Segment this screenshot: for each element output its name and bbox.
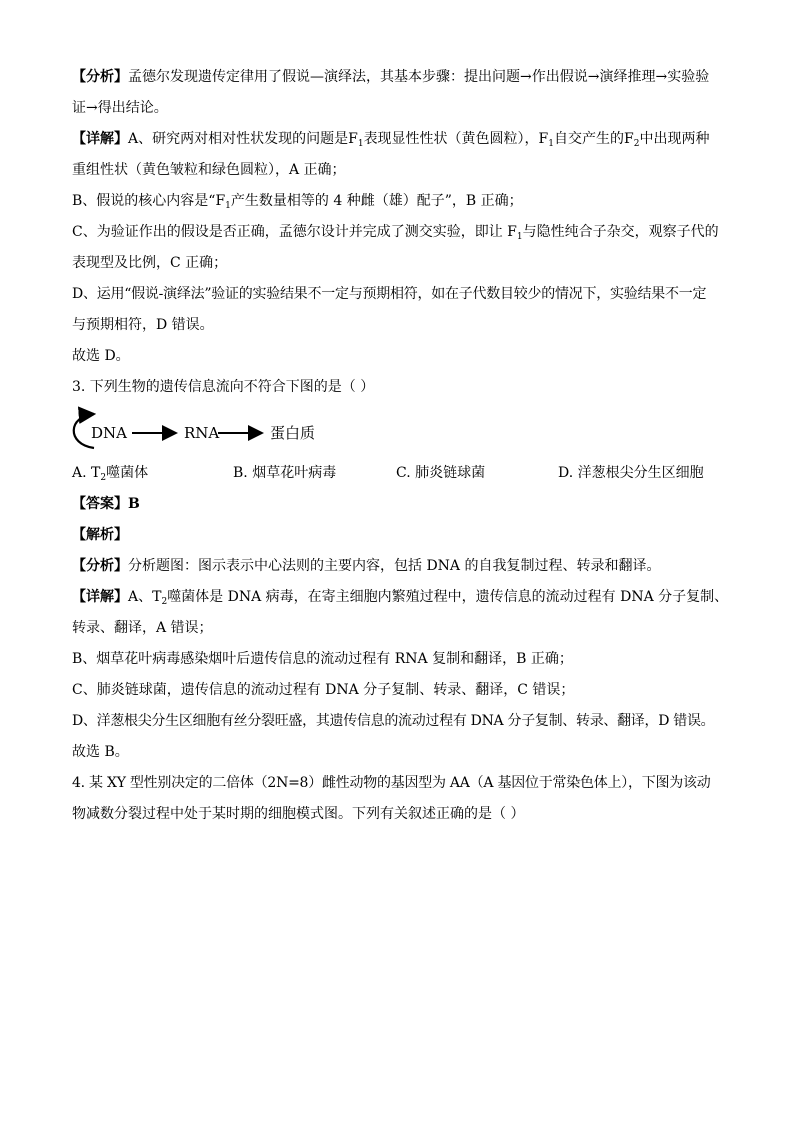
conclusion-text: 故选 B。 [72,744,129,760]
q3-detail-c-line [72,675,724,706]
detail-b-text: B、烟草花叶病毒感染烟叶后遗传信息的流动过程有 RNA 复制和翻译，B 正确； [72,651,573,667]
question-stem-text: 4. 某 XY 型性别决定的二倍体（2N=8）雌性动物的基因型为 AA（A 基因位于常染色体上），下图为该动 [72,775,711,791]
q3-detail-a-line-1 [72,582,729,613]
analysis-text: 分析题图：图示表示中心法则的主要内容，包括 DNA 的自我复制过程、转录和翻译。 [128,558,661,574]
detail-a-text: A、T [128,589,162,605]
detail-c-text: 表现型及比例，C 正确； [72,255,228,271]
conclusion-text: 故选 D。 [72,348,130,364]
analysis-tag: 【分析】 [72,558,128,574]
detail-a-text: 噬菌体是 DNA 病毒，在寄主细胞内繁殖过程中，遗传信息的流动过程有 DNA 分子复制、 [167,589,729,605]
q3-detail-b-line [72,644,724,675]
detail-b-line [72,186,724,217]
dna-label: DNA [91,424,127,442]
q3-analysis-line [72,551,724,582]
subscript: 1 [357,139,364,149]
protein-label: 蛋白质 [270,424,316,442]
option-d: D. 洋葱根尖分生区细胞 [558,465,704,481]
central-dogma-diagram [72,406,372,456]
analysis-text: 孟德尔发现遗传定律用了假说—演绎法，其基本步骤：提出问题→作出假说→演绎推理→实验验 [128,69,710,85]
detail-a-text: A、研究两对相对性状发现的问题是F [128,131,358,147]
subscript: 1 [225,201,231,211]
question-stem-text: 物减数分裂过程中处于某时期的细胞模式图。下列有关叙述正确的是（ ） [72,806,525,822]
detail-c-line-1 [72,217,724,248]
detail-d-line-1 [72,279,724,310]
detail-c-text: 与隐性纯合子杂交，观察子代的 [522,224,719,240]
subscript: 2 [161,597,168,607]
option-c: C. 肺炎链球菌 [396,465,486,481]
analysis-line-2 [72,93,724,124]
rna-label: RNA [184,424,220,442]
subscript: 2 [633,139,640,149]
detail-c-line-2 [72,248,724,279]
q3-detail-d-line [72,706,724,737]
option-a-text: 噬菌体 [106,465,149,481]
analysis-line-1 [72,62,724,93]
question-4-line-1 [72,768,724,799]
explain-line [72,520,724,551]
detail-tag: 【详解】 [72,131,128,147]
detail-tag: 【详解】 [72,589,128,605]
detail-a-line-1 [72,124,724,155]
detail-d-line-2 [72,310,724,341]
detail-d-text: D、运用“假说-演绎法”验证的实验结果不一定与预期相符，如在子代数目较少的情况下，实验结果不一定 [72,286,707,302]
detail-a-text: 重组性状（黄色皱粒和绿色圆粒），A 正确； [72,162,346,178]
detail-a-text: 表现显性性状（黄色圆粒），F [363,131,549,147]
subscript: 1 [548,139,555,149]
question-stem-text: 3. 下列生物的遗传信息流向不符合下图的是（ ） [72,379,375,395]
question-4-line-2 [72,799,724,830]
detail-a-line-2 [72,155,724,186]
subscript: 1 [516,232,523,242]
detail-a-text: 自交产生的F [554,131,634,147]
question-3-options [72,458,724,489]
option-a [72,458,148,489]
subscript: 2 [100,473,107,483]
answer-line [72,489,724,520]
document-page [72,62,729,830]
detail-a-text: 转录、翻译，A 错误； [72,620,213,636]
analysis-tag: 【分析】 [72,69,128,85]
detail-c-text: C、为验证作出的假设是否正确，孟德尔设计并完成了测交实验，即让 F [72,224,517,240]
analysis-text-cont: 证→得出结论。 [72,100,168,116]
explain-tag: 【解析】 [72,527,128,543]
detail-b-text: 产生数量相等的 4 种雌（雄）配子”，B 正确； [230,193,523,209]
q3-conclusion-line [72,737,724,768]
detail-b-text: B、假说的核心内容是“F [72,193,226,209]
conclusion-line [72,341,724,372]
detail-d-text: D、洋葱根尖分生区细胞有丝分裂旺盛，其遗传信息的流动过程有 DNA 分子复制、转录、翻译，D 错误。 [72,713,715,729]
q3-detail-a-line-2 [72,613,724,644]
detail-c-text: C、肺炎链球菌，遗传信息的流动过程有 DNA 分子复制、转录、翻译，C 错误； [72,682,575,698]
option-a-text: A. T [72,465,101,481]
detail-a-text: 中出现两种 [639,131,710,147]
answer-text: 【答案】B [72,496,140,512]
question-3-stem [72,372,724,403]
option-b: B. 烟草花叶病毒 [233,465,337,481]
detail-d-text: 与预期相符，D 错误。 [72,317,214,333]
